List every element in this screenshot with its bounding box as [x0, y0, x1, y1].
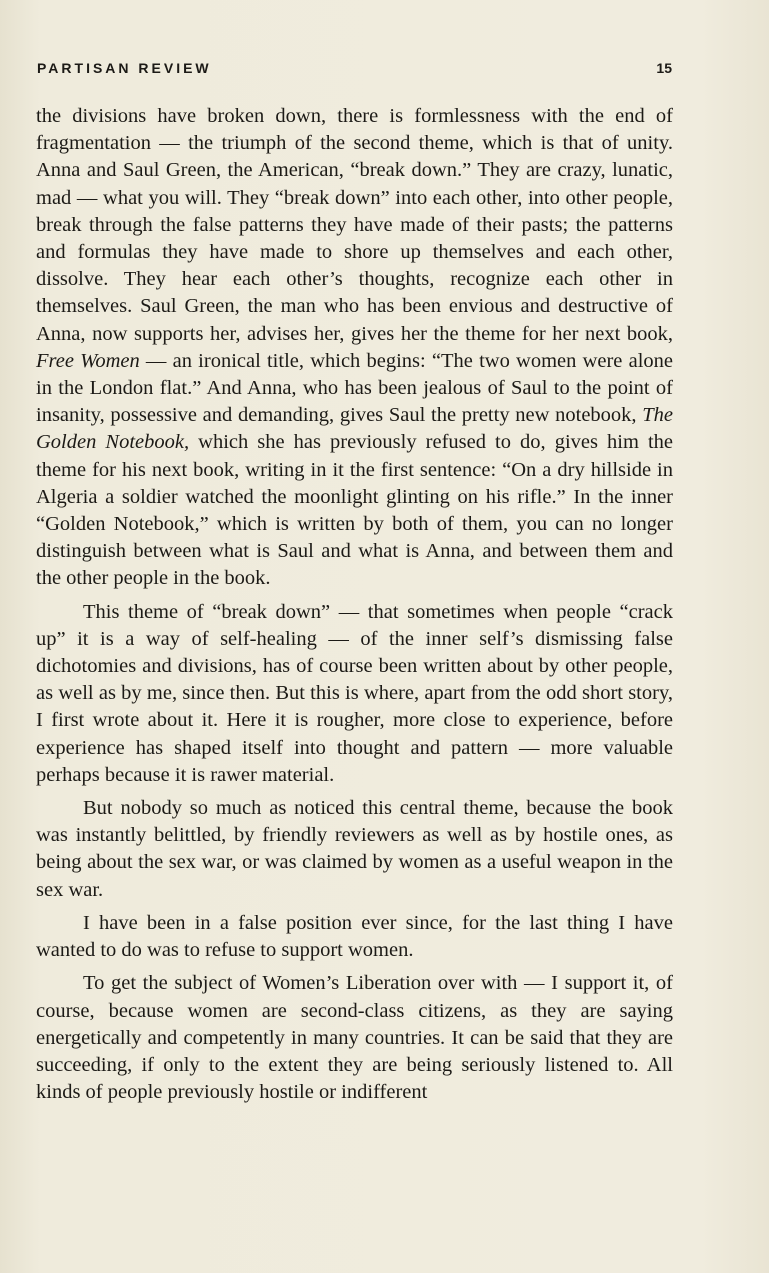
page-number: 15	[656, 60, 672, 76]
text-run: — an ironical title, which begins: “The two women were alone in the London flat.” And Anna, who has been jealous of Saul to the point of insanity, possessive and demanding, gives Saul the pretty new notebook,	[36, 349, 673, 427]
body-text	[36, 103, 673, 1112]
paragraph	[36, 103, 673, 593]
paragraph	[36, 970, 673, 1106]
paragraph	[36, 795, 673, 904]
text-run: the divisions have broken down, there is formlessness with the end of fragmentation — the triumph of the second theme, which is that of unity. Anna and Saul Green, the American, “break down.” They are crazy, lunatic, mad — what you will. They “break down” into each other, into other people, break through the false patterns they have made of their pasts; the patterns and formulas they have made to shore up themselves and each other, dissolve. They hear each other’s thoughts, recognize each other in themselves. Saul Green, the man who has been envious and destructive of Anna, now supports her, advises her, gives her the theme for her next book,	[36, 105, 673, 345]
text-run: But nobody so much as noticed this central theme, because the book was instantly belittled, by friendly reviewers as well as by hostile ones, as being about the sex war, or was claimed by women as a useful weapon in the sex war.	[36, 797, 673, 901]
paragraph	[36, 910, 673, 964]
text-run: To get the subject of Women’s Liberation over with — I support it, of course, because women are second-class citizens, as they are saying energetically and competently in many countries. It can be said that they are succeeding, if only to the extent they are being seriously listened to. All kinds of people previously hostile or indifferent	[36, 972, 673, 1104]
book-title-golden-notebook: The Golden Notebook,	[36, 404, 673, 454]
journal-title: PARTISAN REVIEW	[37, 60, 212, 76]
paragraph	[36, 599, 673, 789]
text-run: which she has previously refused to do, gives him the theme for his next book, writing in it the first sentence: “On a dry hillside in Algeria a soldier watched the moonlight glinting on his rifle.” In the inner “Golden Notebook,” which is written by both of them, you can no longer distinguish between what is Saul and what is Anna, and between them and the other people in the book.	[36, 431, 673, 590]
text-run: I have been in a false position ever since, for the last thing I have wanted to do was to refuse to support women.	[36, 911, 673, 962]
running-head	[37, 60, 672, 80]
text-run: This theme of “break down” — that sometimes when people “crack up” it is a way of self-healing — of the inner self’s dismissing false dichotomies and divisions, has of course been written about by other people, as well as by me, since then. But this is where, apart from the odd short story, I first wrote about it. Here it is rougher, more close to experience, before experience has shaped itself into thought and pattern — more valuable perhaps because it is rawer material.	[36, 600, 673, 786]
book-title-free-women: Free Women	[36, 349, 140, 372]
